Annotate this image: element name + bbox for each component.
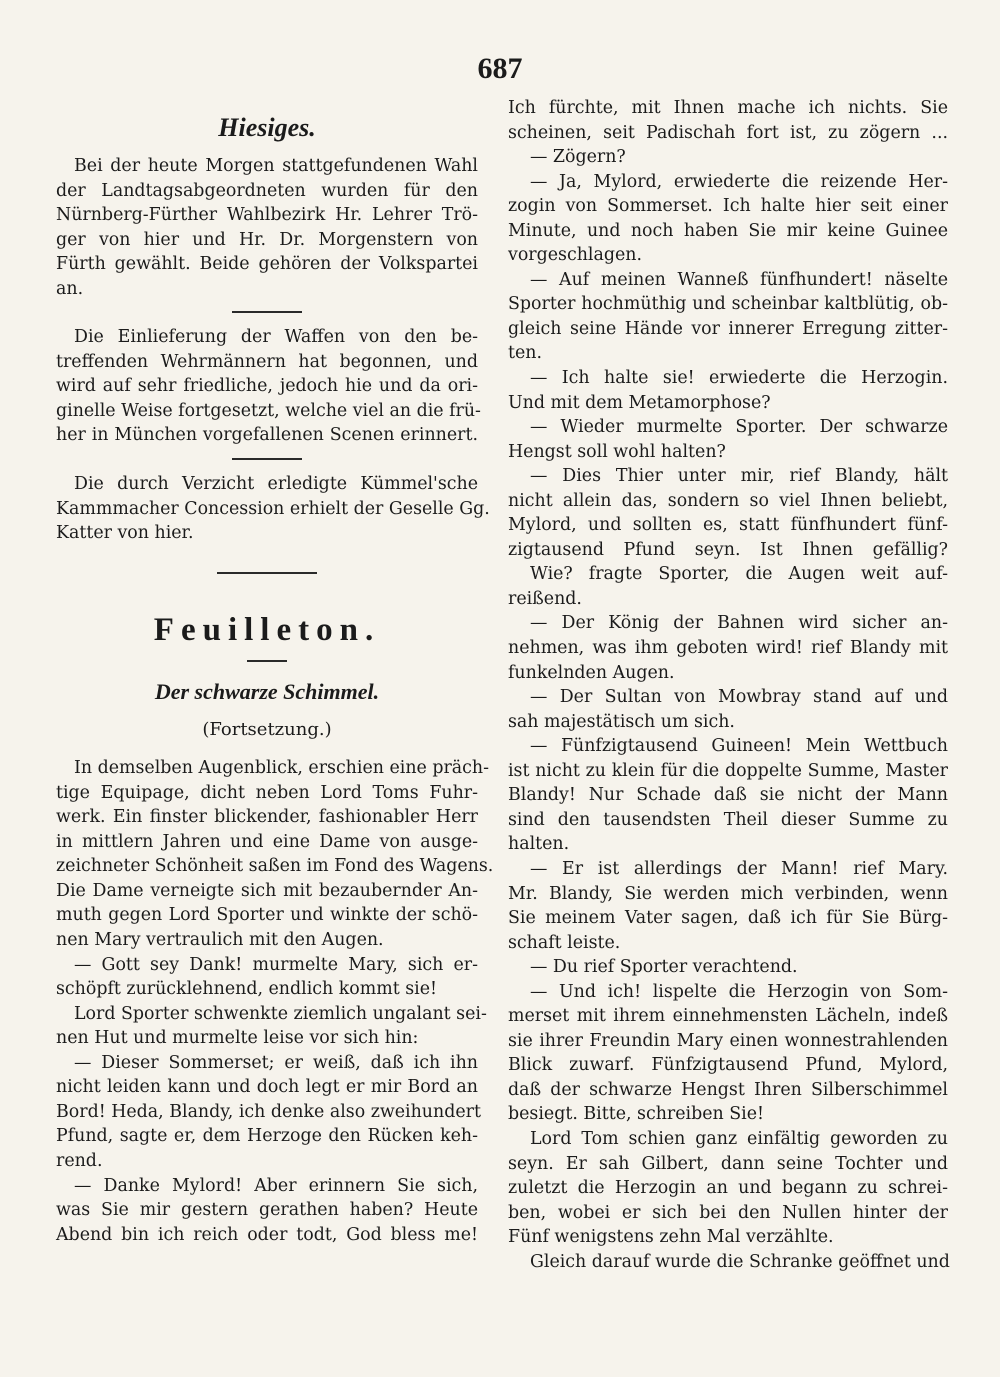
text-line: rend. (56, 1150, 103, 1171)
text-line: Und mit dem Metamorphose? (508, 392, 771, 413)
text-line: Blandy! Nur Schade daß sie nicht der Mann (508, 785, 948, 806)
text-line: nicht allein das, sondern so viel Ihnen beliebt, (508, 490, 948, 511)
text-line: Blick zuwarf. Fünfzigtausend Pfund, Mylord, (508, 1055, 948, 1076)
paragraph-story-4 (56, 1051, 481, 1174)
text-line: — Der König der Bahnen wird sicher an- (530, 613, 948, 634)
text-line: Pfund, sagte er, dem Herzoge den Rücken keh- (56, 1126, 478, 1147)
text-line: halten. (508, 834, 570, 855)
text-line: Sporter hochmüthig und scheinbar kaltblütig, ob- (508, 294, 948, 315)
text-line: ten. (508, 343, 543, 364)
text-line: — Und ich! lispelte die Herzogin von Som- (530, 981, 948, 1002)
text-line: reißend. (508, 588, 582, 609)
text-line: gleich seine Hände vor innerer Erregung zitter- (508, 318, 948, 339)
text-line: ger von hier und Hr. Dr. Morgenstern von (56, 229, 478, 250)
right-column-text (508, 96, 948, 1274)
text-line: — Der Sultan von Mowbray stand auf und (530, 687, 948, 708)
text-line: vorgeschlagen. (508, 245, 642, 266)
divider (217, 572, 317, 574)
text-line: Die durch Verzicht erledigte Kümmel'sche (74, 474, 478, 495)
text-line: Hengst soll wohl halten? (508, 441, 726, 462)
text-line: funkelnden Augen. (508, 662, 675, 683)
text-line: Gleich darauf wurde die Schranke geöffnet und (530, 1251, 950, 1272)
text-line: zuletzt die Herzogin an und begann zu schrei- (508, 1178, 948, 1199)
section-heading-feuilleton: Feuilleton. (153, 611, 381, 648)
text-line: Nürnberg-Fürther Wahlbezirk Hr. Lehrer Trö- (56, 205, 478, 226)
text-line: nen Hut und murmelte leise vor sich hin: (56, 1028, 419, 1049)
text-line: — Gott sey Dank! murmelte Mary, sich er- (74, 954, 478, 975)
paragraph-weapons (56, 325, 481, 448)
text-line: Katter von hier. (56, 523, 194, 544)
text-line: nicht leiden kann und doch legt er mir Bord an (56, 1077, 478, 1098)
text-line: sah majestätisch um sich. (508, 711, 735, 732)
text-line: was Sie mir gestern gerathen haben? Heute (56, 1200, 478, 1221)
text-line: In demselben Augenblick, erschien eine präch- (74, 758, 489, 779)
text-line: Kammmacher Concession erhielt der Geselle Gg. (56, 498, 490, 519)
text-line: besiegt. Bitte, schreiben Sie! (508, 1104, 764, 1125)
text-line: — Auf meinen Wanneß fünfhundert! näselte (530, 269, 948, 290)
divider (247, 660, 287, 662)
text-line: Abend bin ich reich oder todt, God bless me! (56, 1224, 478, 1245)
text-line: Minute, und noch haben Sie mir keine Guinee (508, 220, 948, 241)
text-line: tige Equipage, dicht neben Lord Toms Fuhr- (56, 782, 478, 803)
text-line: Wie? fragte Sporter, die Augen weit auf- (530, 564, 948, 585)
divider (232, 458, 302, 460)
text-line: zigtausend Pfund seyn. Ist Ihnen gefällig? (508, 539, 948, 560)
text-line: der Landtagsabgeordneten wurden für den (56, 180, 478, 201)
text-line: daß der schwarze Hengst Ihren Silberschimmel (508, 1079, 948, 1100)
text-line: — Ich halte sie! erwiederte die Herzogin. (530, 368, 948, 389)
text-line: Sie meinem Vater sagen, daß ich für Sie Bürg- (508, 908, 948, 929)
text-line: schaft leiste. (508, 932, 621, 953)
text-line: Fürth gewählt. Beide gehören der Volkspartei (56, 254, 478, 275)
story-title: Der schwarze Schimmel. (154, 678, 380, 704)
text-line: Bord! Heda, Blandy, ich denke also zweihundert (56, 1101, 481, 1122)
paragraph-election (56, 154, 478, 301)
text-line: — Dies Thier unter mir, rief Blandy, hält (530, 466, 948, 487)
text-line: — Du rief Sporter verachtend. (530, 957, 798, 978)
text-line: Lord Tom schien ganz einfältig geworden zu (530, 1128, 948, 1149)
text-line: — Ja, Mylord, erwiederte die reizende Her- (530, 171, 948, 192)
right-column (508, 96, 948, 1274)
text-line: — Fünfzigtausend Guineen! Mein Wettbuch (530, 736, 948, 757)
paragraph-story-1 (56, 756, 494, 952)
text-line: — Er ist allerdings der Mann! rief Mary. (530, 858, 948, 879)
text-line: Fünf wenigstens zehn Mal verzählte. (508, 1227, 834, 1248)
text-line: seyn. Er sah Gilbert, dann seine Tochter und (508, 1153, 948, 1174)
text-line: — Zögern? (530, 147, 626, 168)
text-line: scheinen, seit Padischah fort ist, zu zögern ... (508, 122, 948, 143)
paragraph-story-3 (56, 1002, 487, 1051)
text-line: zeichneter Schönheit saßen im Fond des Wagens. (56, 856, 494, 877)
paragraph-story-2 (56, 953, 478, 1002)
text-line: ginelle Weise fortgesetzt, welche viel an die frü- (56, 400, 481, 421)
divider (232, 311, 302, 313)
text-line: in mittlern Jahren und eine Dame von ausge- (56, 831, 478, 852)
left-column (56, 108, 494, 1247)
text-line: Lord Sporter schwenkte ziemlich ungalant sei- (74, 1003, 487, 1024)
text-line: wird auf sehr friedliche, jedoch hie und da ori- (56, 376, 478, 397)
text-line: Die Einlieferung der Waffen von den be- (74, 327, 478, 348)
text-line: ist nicht zu klein für die doppelte Summe, Master (508, 760, 948, 781)
text-line: merset mit ihrem einnehmensten Lächeln, indeß (508, 1006, 948, 1027)
text-line: nen Mary vertraulich mit den Augen. (56, 930, 384, 951)
text-line: an. (56, 278, 84, 299)
text-line: — Wieder murmelte Sporter. Der schwarze (530, 417, 948, 438)
text-line: Die Dame verneigte sich mit bezaubernder An- (56, 880, 478, 901)
paragraph-concession (56, 472, 490, 546)
text-line: treffenden Wehrmännern hat begonnen, und (56, 351, 478, 372)
text-line: Mr. Blandy, Sie werden mich verbinden, wenn (508, 883, 948, 904)
page-number: 687 (477, 52, 523, 85)
continuation-label: (Fortsetzung.) (202, 718, 332, 740)
text-line: sie ihrer Freundin Mary einen wonnestrahlenden (508, 1030, 948, 1051)
text-line: — Danke Mylord! Aber erinnern Sie sich, (74, 1175, 478, 1196)
text-line: her in München vorgefallenen Scenen erinnert. (56, 425, 478, 446)
text-line: ben, wobei er sich bei den Nullen hinter der (508, 1202, 948, 1223)
paragraph-story-5 (56, 1174, 478, 1248)
section-heading-hiesiges: Hiesiges. (218, 113, 316, 142)
text-line: Ich fürchte, mit Ihnen mache ich nichts. Sie (508, 98, 948, 118)
text-line: muth gegen Lord Sporter und winkte der schö- (56, 905, 478, 926)
text-line: nehmen, was ihm geboten wird! rief Blandy mit (508, 638, 948, 659)
text-line: Bei der heute Morgen stattgefundenen Wahl (74, 156, 478, 176)
text-line: werk. Ein finster blickender, fashionabler Herr (56, 807, 478, 828)
text-line: zogin von Sommerset. Ich halte hier seit einer (508, 196, 948, 217)
text-line: sind den tausendsten Theil dieser Summe zu (508, 809, 948, 830)
text-line: — Dieser Sommerset; er weiß, daß ich ihn (74, 1052, 478, 1073)
text-line: Mylord, und sollten es, statt fünfhundert fünf- (508, 515, 948, 536)
text-line: schöpft zurücklehnend, endlich kommt sie! (56, 979, 437, 1000)
